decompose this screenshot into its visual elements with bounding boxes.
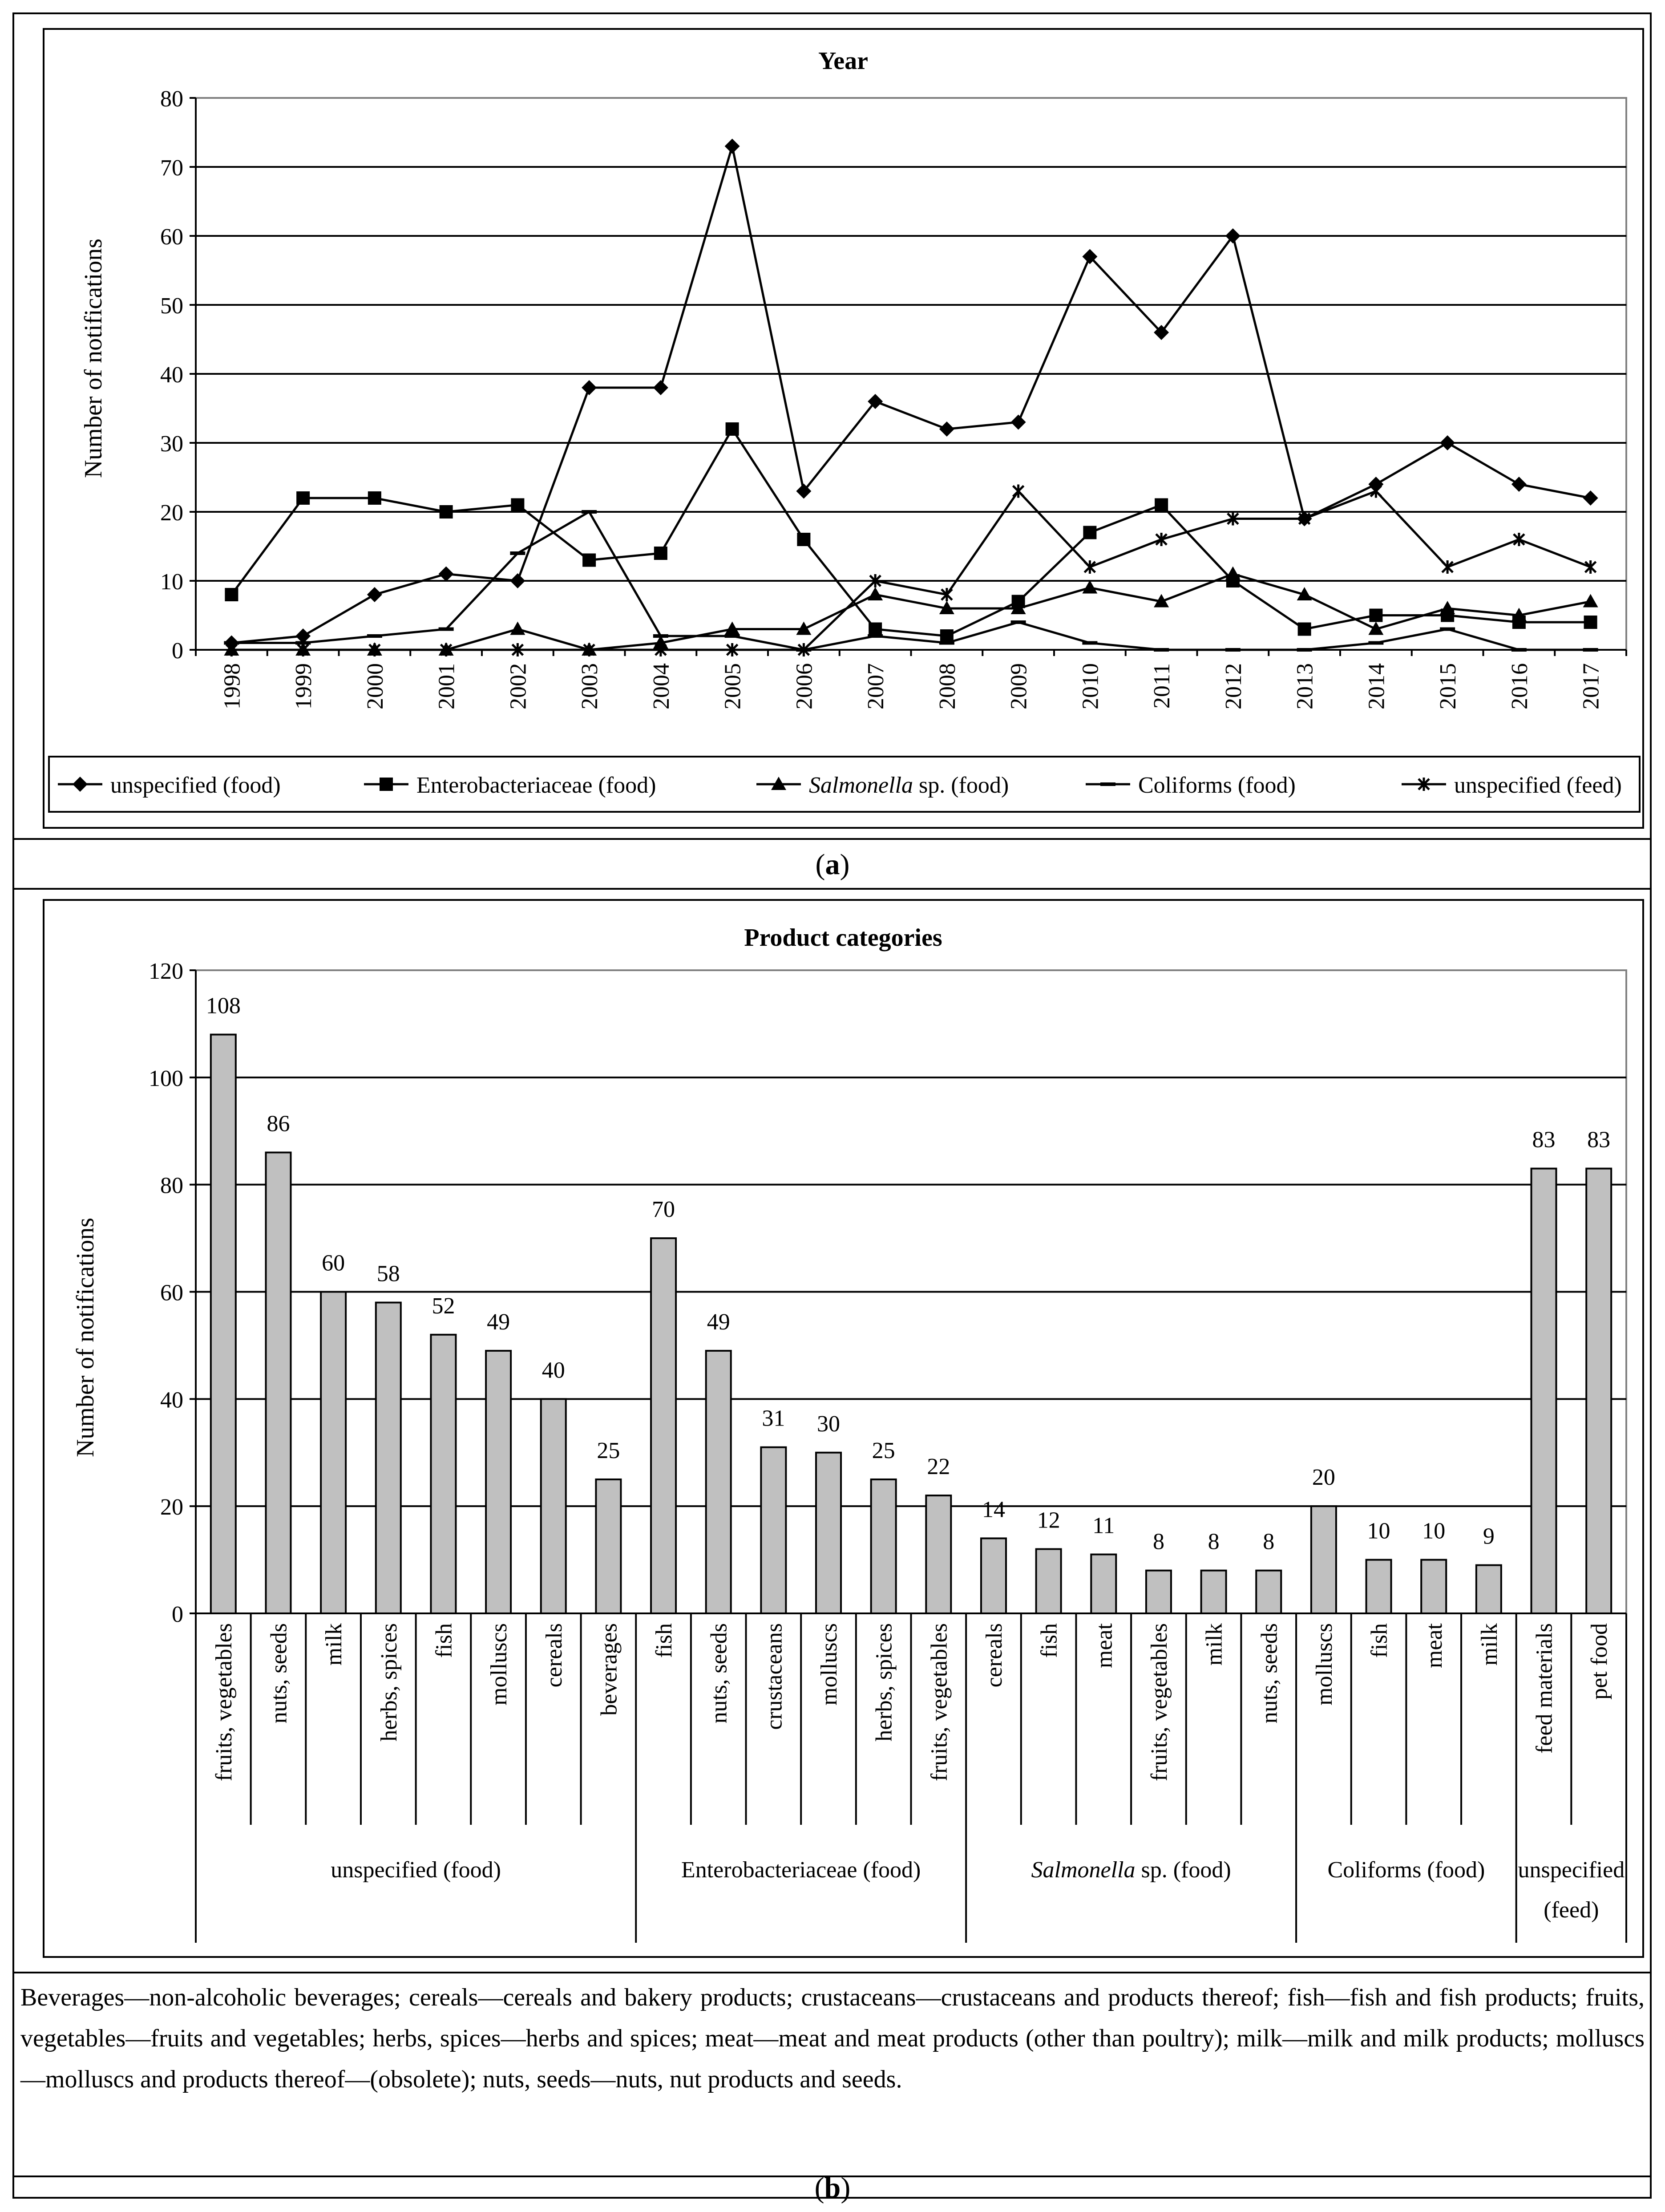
panel-b-label: (b) — [814, 2171, 851, 2204]
bar — [981, 1538, 1006, 1613]
bar — [706, 1351, 731, 1613]
series-0-point — [439, 567, 454, 582]
series-1-point — [1298, 623, 1311, 636]
panel-a-letter: a — [825, 848, 840, 881]
series-0-point — [939, 421, 954, 437]
bar — [266, 1152, 291, 1613]
legend-3-marker — [1100, 782, 1115, 786]
bar-value-label: 40 — [542, 1357, 565, 1383]
category-label: fruits, vegetables — [926, 1623, 952, 1782]
series-0-point — [582, 380, 597, 395]
series-2-point — [1440, 601, 1455, 614]
series-3-point — [1154, 648, 1169, 652]
category-label: fruits, vegetables — [211, 1623, 237, 1782]
chart-a-y-tick-label: 80 — [160, 86, 183, 112]
bar — [596, 1479, 621, 1613]
legend-0-marker — [73, 777, 88, 792]
bar-value-label: 8 — [1152, 1529, 1164, 1555]
bar-value-label: 52 — [432, 1293, 455, 1319]
chart-a-x-tick-label: 2006 — [792, 663, 817, 709]
bar — [1201, 1571, 1226, 1613]
bar-value-label: 9 — [1483, 1523, 1495, 1549]
category-label: fish — [431, 1623, 457, 1658]
bar-value-label: 86 — [267, 1111, 290, 1137]
series-1-point — [368, 491, 381, 505]
bar — [1036, 1549, 1061, 1614]
bar-value-label: 49 — [707, 1309, 730, 1335]
chart-b-title: Product categories — [744, 924, 942, 952]
chart-a-x-ticks — [196, 650, 1626, 709]
chart-a-x-tick-label: 2000 — [362, 663, 388, 709]
legend-2-label: Salmonella sp. (food) — [809, 773, 1009, 798]
bar — [486, 1351, 511, 1613]
series-1-point — [797, 533, 810, 546]
category-label: molluscs — [816, 1623, 842, 1706]
category-label: milk — [1201, 1623, 1227, 1666]
series-1-point — [582, 554, 596, 567]
group-label-4-line-0: unspecified — [1518, 1857, 1625, 1883]
chart-a-y-tick-label: 60 — [160, 224, 183, 250]
series-3-point — [439, 628, 454, 631]
series-0-line — [231, 146, 1590, 643]
series-3-point — [1368, 641, 1383, 645]
bar-value-label: 14 — [982, 1497, 1005, 1523]
series-1-point — [1083, 526, 1096, 539]
bar — [1476, 1565, 1501, 1613]
series-3-point — [367, 634, 382, 638]
series-1-point — [440, 505, 453, 519]
bar-value-label: 20 — [1312, 1465, 1335, 1491]
series-3-point — [725, 634, 740, 638]
category-label: herbs, spices — [871, 1623, 897, 1742]
panel-a-label: (a) — [815, 848, 850, 881]
bar — [376, 1303, 401, 1613]
chart-a-title: Year — [818, 47, 868, 75]
series-4-point — [1585, 560, 1596, 574]
series-1-point — [654, 547, 667, 560]
bar-value-label: 25 — [597, 1438, 620, 1463]
bar — [321, 1292, 346, 1614]
chart-a-x-tick-label: 2004 — [648, 663, 674, 709]
series-4-point — [1442, 560, 1453, 574]
bar — [1366, 1560, 1391, 1613]
chart-a-x-tick-label: 2003 — [577, 663, 603, 709]
chart-a-x-tick-label: 2012 — [1220, 663, 1246, 709]
bar — [541, 1399, 566, 1613]
bar — [761, 1447, 786, 1613]
group-label-1: Enterobacteriaceae (food) — [681, 1857, 921, 1883]
bar-value-label: 49 — [487, 1309, 510, 1335]
series-1-line — [231, 429, 1590, 636]
chart-b-gridlines — [196, 970, 1626, 1613]
series-2-point — [1082, 580, 1097, 594]
bar-value-label: 60 — [322, 1250, 345, 1276]
series-4-point — [1084, 560, 1095, 574]
series-3-point — [1440, 628, 1455, 631]
bar — [211, 1035, 236, 1614]
category-label: nuts, seeds — [266, 1623, 292, 1724]
bar-value-label: 11 — [1092, 1513, 1115, 1539]
series-3-point — [939, 641, 954, 645]
bar-value-label: 31 — [762, 1406, 785, 1431]
chart-b-y-axis-label: Number of notifications — [72, 1217, 99, 1458]
category-label: crustaceans — [761, 1623, 787, 1730]
category-label: cereals — [541, 1623, 567, 1688]
category-label: molluscs — [486, 1623, 512, 1706]
series-1-point — [1584, 616, 1597, 629]
bar-value-label: 70 — [652, 1197, 675, 1223]
series-1-point — [726, 422, 739, 436]
series-2-point — [1225, 567, 1241, 580]
bar — [431, 1335, 456, 1613]
bar — [871, 1479, 896, 1613]
group-label-2: Salmonella sp. (food) — [1031, 1857, 1231, 1883]
series-4-point — [1514, 533, 1524, 546]
chart-a-y-axis-label: Number of notifications — [80, 238, 107, 478]
legend-4-label: unspecified (feed) — [1454, 773, 1622, 798]
legend-0-label: unspecified (food) — [110, 773, 281, 798]
series-2-point — [510, 622, 525, 635]
series-3-point — [653, 634, 668, 638]
bar — [1586, 1169, 1611, 1613]
chart-a-x-tick-label: 1998 — [219, 663, 245, 709]
group-label-0: unspecified (food) — [331, 1857, 501, 1883]
series-3-point — [1583, 648, 1598, 652]
category-label: fruits, vegetables — [1146, 1623, 1172, 1782]
bar — [1256, 1571, 1281, 1613]
bar-value-label: 12 — [1037, 1507, 1060, 1533]
bar — [1532, 1169, 1556, 1613]
category-label: fish — [1366, 1623, 1392, 1658]
series-3-point — [1011, 620, 1026, 624]
bar — [926, 1495, 951, 1613]
chart-a-y-tick-label: 70 — [160, 155, 183, 181]
bar — [1421, 1560, 1446, 1613]
series-3-point — [1225, 648, 1241, 652]
chart-a-y-tick-label: 30 — [160, 431, 183, 457]
series-3-point — [510, 551, 525, 555]
bar — [1091, 1555, 1116, 1613]
legend-1-label: Enterobacteriaceae (food) — [416, 773, 656, 798]
legend-3-label: Coliforms (food) — [1138, 773, 1296, 798]
series-3-point — [868, 634, 883, 638]
category-label: milk — [321, 1623, 347, 1666]
series-1-point — [225, 588, 238, 601]
group-label-4-line-1: (feed) — [1544, 1897, 1599, 1923]
series-1-point — [511, 498, 524, 512]
chart-a-y-tick-label: 0 — [172, 638, 183, 664]
category-label: nuts, seeds — [1257, 1623, 1282, 1724]
chart-b-y-tick-label: 120 — [149, 959, 183, 984]
series-0-point — [1011, 415, 1026, 430]
series-1-point — [296, 491, 310, 505]
chart-a-y-tick-label: 10 — [160, 569, 183, 595]
bar-value-label: 8 — [1208, 1529, 1220, 1555]
series-4-point — [1013, 485, 1024, 498]
chart-a-x-tick-label: 2016 — [1507, 663, 1532, 709]
panel-b-letter: b — [824, 2171, 841, 2204]
legend-1-marker — [380, 778, 393, 791]
line-chart-year — [44, 29, 1643, 828]
chart-a-x-tick-label: 2002 — [505, 663, 531, 709]
chart-a-y-tick-label: 20 — [160, 500, 183, 526]
category-label: herbs, spices — [376, 1623, 402, 1742]
bar-chart-product-categories — [44, 900, 1643, 1957]
series-3-point — [1082, 641, 1097, 645]
bar-value-label: 10 — [1367, 1518, 1390, 1544]
category-label: pet food — [1587, 1623, 1612, 1700]
chart-a-y-ticks — [160, 86, 196, 664]
chart-b-y-tick-label: 100 — [149, 1065, 183, 1091]
series-3-point — [582, 510, 597, 514]
chart-a-gridlines — [196, 98, 1626, 650]
bar-value-label: 30 — [817, 1411, 841, 1437]
series-1-point — [1369, 609, 1382, 622]
series-1-point — [1155, 498, 1168, 512]
category-label: beverages — [596, 1623, 622, 1716]
series-0-point — [367, 587, 382, 602]
chart-a-series — [224, 139, 1598, 657]
bar-value-label: 58 — [376, 1261, 400, 1287]
bar-value-label: 10 — [1422, 1518, 1446, 1544]
category-label: fish — [651, 1623, 677, 1658]
category-label: feed materials — [1532, 1623, 1557, 1754]
category-label: cereals — [981, 1623, 1007, 1688]
series-3-point — [1297, 648, 1312, 652]
chart-b-bars — [206, 993, 1611, 1614]
bar — [1311, 1506, 1336, 1613]
chart-b-y-tick-label: 60 — [160, 1280, 183, 1306]
series-1-point — [869, 623, 882, 636]
chart-a-y-tick-label: 40 — [160, 362, 183, 388]
category-label: nuts, seeds — [706, 1623, 732, 1724]
category-label: milk — [1476, 1623, 1502, 1666]
bar — [816, 1453, 841, 1613]
chart-b-y-tick-label: 20 — [160, 1495, 183, 1520]
chart-a-x-tick-label: 2001 — [434, 663, 460, 709]
chart-a-x-tick-label: 2010 — [1078, 663, 1103, 709]
bar-value-label: 108 — [206, 993, 241, 1019]
chart-a-x-tick-label: 2011 — [1149, 663, 1175, 709]
series-0-point — [1440, 435, 1455, 450]
chart-a-legend-items — [58, 773, 1622, 798]
series-0-point — [653, 380, 668, 395]
category-label: meat — [1422, 1623, 1447, 1669]
chart-a-x-tick-label: 2013 — [1292, 663, 1318, 709]
bar-value-label: 83 — [1587, 1127, 1611, 1153]
category-label: molluscs — [1311, 1623, 1337, 1706]
series-0-point — [1583, 490, 1598, 506]
category-label: fish — [1036, 1623, 1062, 1658]
bar — [651, 1238, 676, 1613]
chart-b-y-tick-label: 80 — [160, 1173, 183, 1199]
series-0-point — [725, 139, 740, 154]
group-label-3: Coliforms (food) — [1327, 1857, 1485, 1883]
chart-b-category-labels — [196, 1613, 1626, 1943]
series-2-point — [1583, 594, 1598, 608]
chart-a-x-tick-label: 2015 — [1435, 663, 1461, 709]
footnote: Beverages—non-alcoholic beverages; cereals—cereals and bakery products; crustaceans—crustaceans and products thereof; fish—fish and fish products; fruits, vegetables—fruits and vegetables; herbs, spices—herbs and spices; meat—meat and meat products (other than poultry); milk—milk and milk products; molluscs—molluscs and products thereof—(obsolete); nuts, seeds—nuts, nut products and seeds. — [20, 1984, 1645, 2093]
chart-b-y-tick-label: 40 — [160, 1387, 183, 1413]
series-2-point — [868, 587, 883, 600]
series-0-point — [1511, 477, 1527, 492]
chart-b-y-tick-label: 0 — [172, 1602, 183, 1627]
chart-a-x-tick-label: 2014 — [1364, 663, 1390, 709]
series-0-point — [510, 573, 525, 588]
bar-value-label: 25 — [872, 1438, 895, 1463]
chart-b-y-ticks — [149, 959, 196, 1627]
chart-a-x-tick-label: 2008 — [934, 663, 960, 709]
chart-a-x-tick-label: 2009 — [1006, 663, 1032, 709]
bar-value-label: 8 — [1263, 1529, 1275, 1555]
chart-a-frame — [44, 29, 1643, 828]
chart-b-group-labels — [331, 1857, 1625, 1923]
chart-a-x-tick-label: 2007 — [863, 663, 889, 709]
bar-value-label: 22 — [927, 1454, 950, 1480]
bar-value-label: 83 — [1532, 1127, 1556, 1153]
bar — [1146, 1571, 1171, 1613]
chart-a-x-tick-label: 2017 — [1578, 663, 1604, 709]
chart-a-x-tick-label: 2005 — [720, 663, 746, 709]
series-4-point — [1370, 485, 1381, 498]
chart-a-y-tick-label: 50 — [160, 293, 183, 319]
chart-a-x-tick-label: 1999 — [291, 663, 317, 709]
category-label: meat — [1091, 1623, 1117, 1669]
series-3-point — [1511, 648, 1527, 652]
